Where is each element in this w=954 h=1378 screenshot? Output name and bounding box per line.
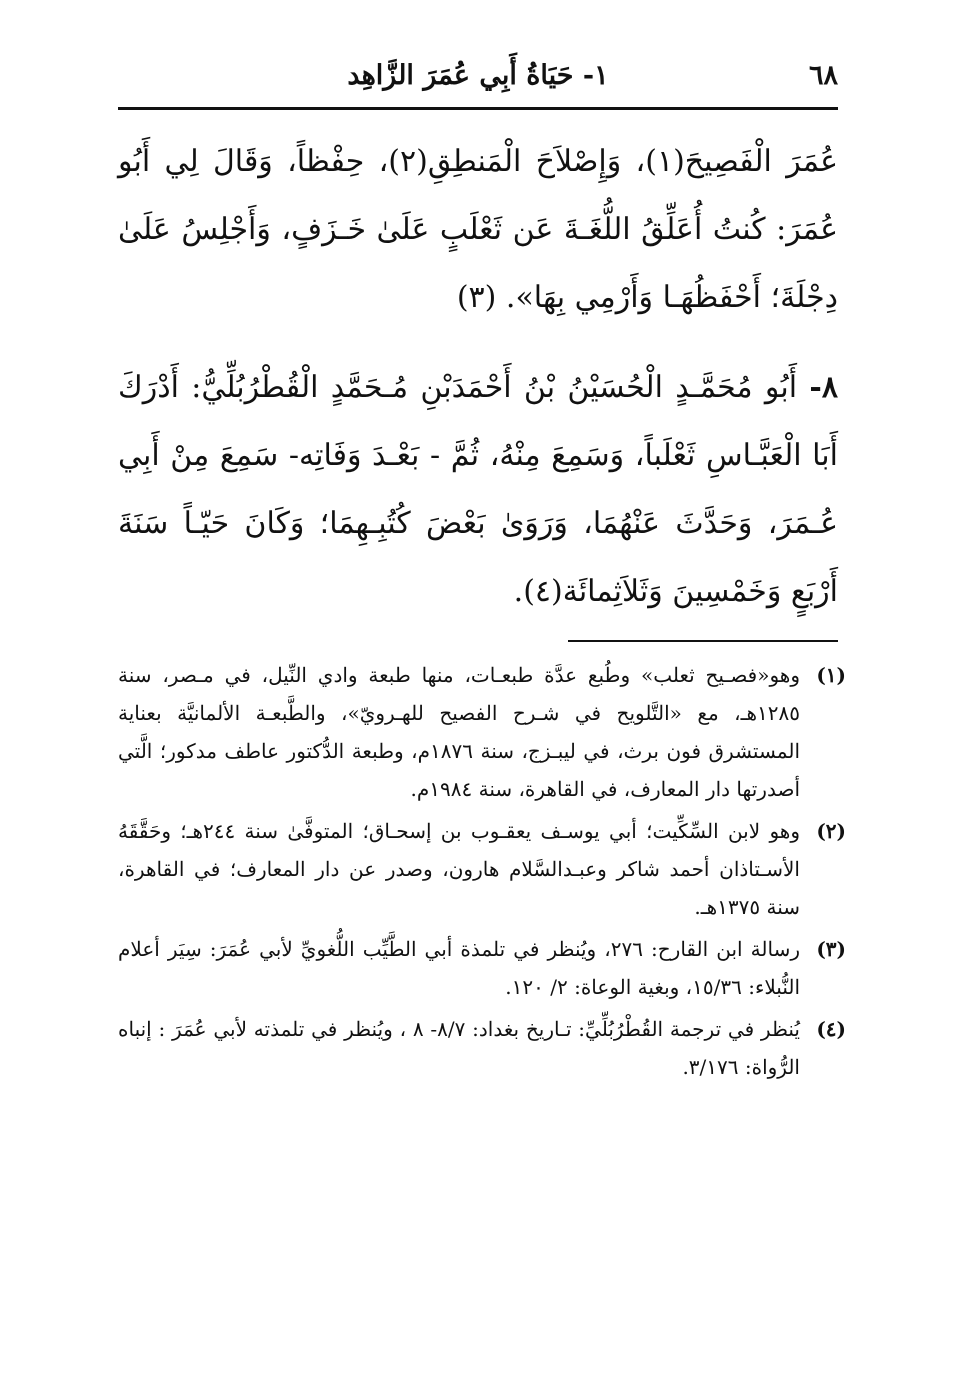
footnotes [118, 656, 846, 1090]
footnote [118, 930, 846, 1006]
footnote-text: رسالة ابن القارح: ٢٧٦، ويُنظر في تلمذة أبي الطَّيِّب اللُّغويِّ لأبي عُمَرَ: سِيَر أعلام النُّبلاء: ١٥/٣٦، وبغية الوعاة: ٢/ ١٢٠. [118, 937, 800, 999]
footnote [118, 812, 846, 926]
footnote [118, 656, 846, 808]
header-rule [118, 107, 838, 110]
footnote-separator [568, 640, 838, 642]
footnote-mark: (٣) [816, 937, 846, 961]
page-header [118, 56, 838, 102]
paragraph [118, 128, 838, 332]
paragraph-number: ٨- [809, 370, 838, 405]
running-title: ١- حَيَاةُ أَبِي عُمَرَ الزَّاهِد [347, 60, 609, 91]
footnote-mark: (١) [816, 663, 846, 687]
page-number: ٦٨ [808, 60, 838, 91]
footnote-text: وهو لابن السِّكِّيت؛ أبي يوسـف يعقـوب بن إسحـاق؛ المتوفَّىٰ سنة ٢٤٤هـ؛ وحَقَّقَهُ الأسـتاذان أحمد شاكر وعبـدالسَّلام هارون، وصدر عن دار المعارف؛ في القاهرة، سنة ١٣٧٥هـ. [118, 819, 800, 919]
footnote [118, 1010, 846, 1086]
footnote-mark: (٤) [816, 1017, 846, 1041]
paragraph [118, 354, 838, 626]
paragraph-text: أَبُو مُحَمَّـدٍ الْحُسَيْنُ بْنُ أَحْمَدَبْنِ مُـحَمَّدٍ الْقُطْرُبُلِّيُّ: أَدْرَكَ أَبَا الْعَبَّـاسِ ثَعْلَباً، وَسَمِعَ مِنْهُ، ثُمَّ - بَعْـدَ وَفَاتِه- سَمِعَ مِنْ أَبِي عُـمَرَ، وَحَدَّثَ عَنْهُمَا، وَرَوَىٰ بَعْضَ كُتُبِـهِمَا؛ وَكَانَ حَيّـاً سَنَةَ أَرْبَعٍ وَخَمْسِينَ وَثَلاَثِمائَة(٤). [118, 370, 838, 609]
footnote-text: وهو«فصـيح ثعلب» وطُبع عدَّة طبعـات، منها طبعة وادي النِّيل، في مـصر، سنة ١٢٨٥هـ، مع «التَّلويح في شـرح الفصيح للهـرويّ»، والطَّبعـة الألمانيَّة بعناية المستشرق فون برث، في ليبـزج، سنة ١٨٧٦م، وطبعة الدُّكتور عاطف مدكور؛ الَّتي أصدرتها دار المعارف، في القاهرة، سنة ١٩٨٤م. [118, 663, 800, 801]
footnote-text: يُنظر في ترجمة القُطْرُبُلِّيِّ: تـاريخ بغداد: ٨/٧- ٨ ، ويُنظر في تلمذته لأبي عُمَرَ : إنباه الرُّواة: ٣/١٧٦. [118, 1017, 800, 1079]
footnote-mark: (٢) [816, 819, 846, 843]
paragraph-text: عُمَرَ الْفَصِيحَ(١)، وَإِصْلاَحَ الْمَنطِقِ(٢)، حِفْظاً، وَقَالَ لِي أَبُو عُمَرَ: كُنتُ أُعَلِّقُ اللُّغَـةَ عَن ثَعْلَبٍ عَلَىٰ خَـزَفٍ، وَأَجْلِسُ عَلَىٰ دِجْلَةَ؛ أَحْفَظُهَـا وَأَرْمِي بِهَا». (٣) [118, 144, 839, 315]
main-text [118, 128, 838, 626]
